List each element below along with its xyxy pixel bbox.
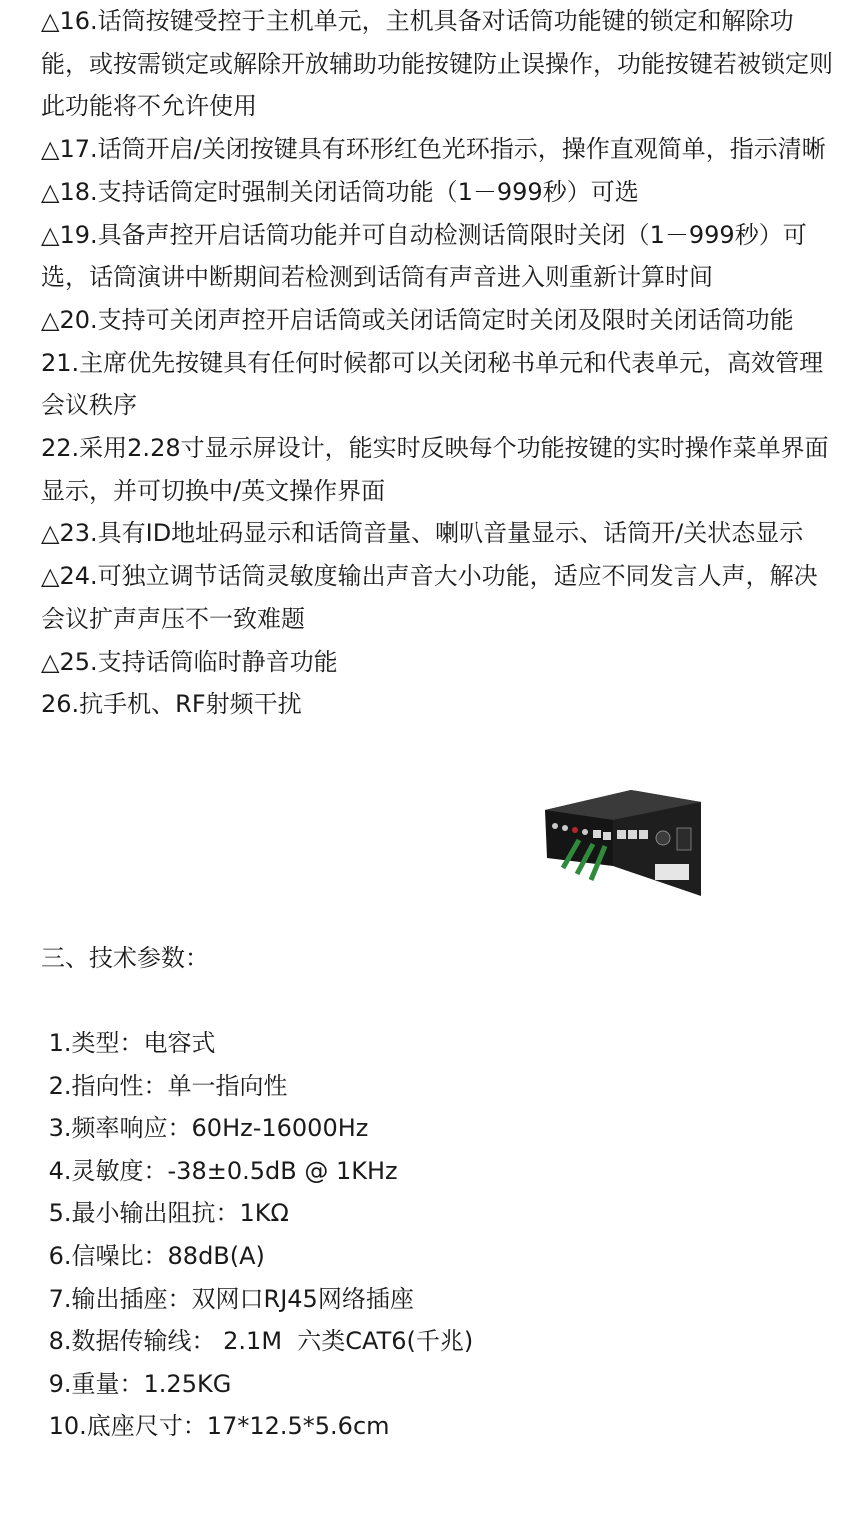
feature-19: △19.具备声控开启话筒功能并可自动检测话筒限时关闭（1－999秒）可选，话筒演讲中断期间若检测到话筒有声音进入则重新计算时间: [41, 220, 807, 292]
host-unit-rear-photo: [543, 788, 703, 902]
feature-21: 21.主席优先按键具有任何时候都可以关闭秘书单元和代表单元，高效管理会议秩序: [41, 348, 824, 420]
param-type: 1.类型：电容式: [41, 1029, 216, 1057]
rca-jack-2: [562, 825, 568, 831]
rear-label-sticker: [655, 864, 689, 880]
param-sensitivity: 4.灵敏度：-38±0.5dB @ 1KHz: [41, 1156, 398, 1185]
power-switch: [677, 828, 691, 850]
param-weight: 9.重量：1.25KG: [41, 1369, 232, 1398]
feature-26: 26.抗手机、RF射频干扰: [41, 690, 302, 719]
feature-23: △23.具有ID地址码显示和话筒音量、喇叭音量显示、话筒开/关状态显示: [41, 519, 804, 548]
power-socket: [656, 831, 670, 845]
rca-jack-3: [572, 827, 578, 833]
feature-list: [41, 0, 841, 726]
feature-18: △18.支持话筒定时强制关闭话筒功能（1－999秒）可选: [41, 177, 639, 206]
param-output-socket: 7.输出插座：双网口RJ45网络插座: [41, 1284, 414, 1313]
param-output-impedance: 5.最小输出阻抗：1KΩ: [41, 1199, 289, 1228]
feature-20: △20.支持可关闭声控开启话筒或关闭话筒定时关闭及限时关闭话筒功能: [41, 305, 794, 334]
param-snr: 6.信噪比：88dB(A): [41, 1241, 265, 1270]
feature-24: △24.可独立调节话筒灵敏度输出声音大小功能，适应不同发言人声，解决会议扩声声压不一致难题: [41, 562, 818, 633]
feature-25: △25.支持话筒临时静音功能: [41, 647, 338, 676]
rj45-port-3: [617, 830, 626, 839]
rj45-port-5: [639, 830, 648, 839]
tech-param-list: [41, 1022, 841, 1448]
rj45-port-1: [593, 830, 601, 838]
rj45-port-2: [603, 832, 611, 840]
param-frequency-response: 3.频率响应：60Hz-16000Hz: [41, 1114, 369, 1143]
param-data-cable: 8.数据传输线： 2.1M 六类CAT6(千兆): [41, 1327, 474, 1356]
section-title: 三、技术参数：: [41, 944, 209, 972]
param-base-size: 10.底座尺寸：17*12.5*5.6cm: [41, 1412, 390, 1441]
rj45-port-4: [628, 830, 637, 839]
feature-17: △17.话筒开启/关闭按键具有环形红色光环指示，操作直观简单，指示清晰: [41, 135, 826, 164]
feature-16: △16.话筒按键受控于主机单元，主机具备对话筒功能键的锁定和解除功能，或按需锁定或解除开放辅助功能按键防止误操作，功能按键若被锁定则此功能将不允许使用: [41, 7, 833, 121]
rca-jack-4: [582, 829, 588, 835]
param-directivity: 2.指向性：单一指向性: [41, 1071, 288, 1100]
rca-jack-1: [552, 823, 558, 829]
feature-22: 22.采用2.28寸显示屏设计，能实时反映每个功能按键的实时操作菜单界面显示，并可切换中/英文操作界面: [41, 434, 829, 505]
